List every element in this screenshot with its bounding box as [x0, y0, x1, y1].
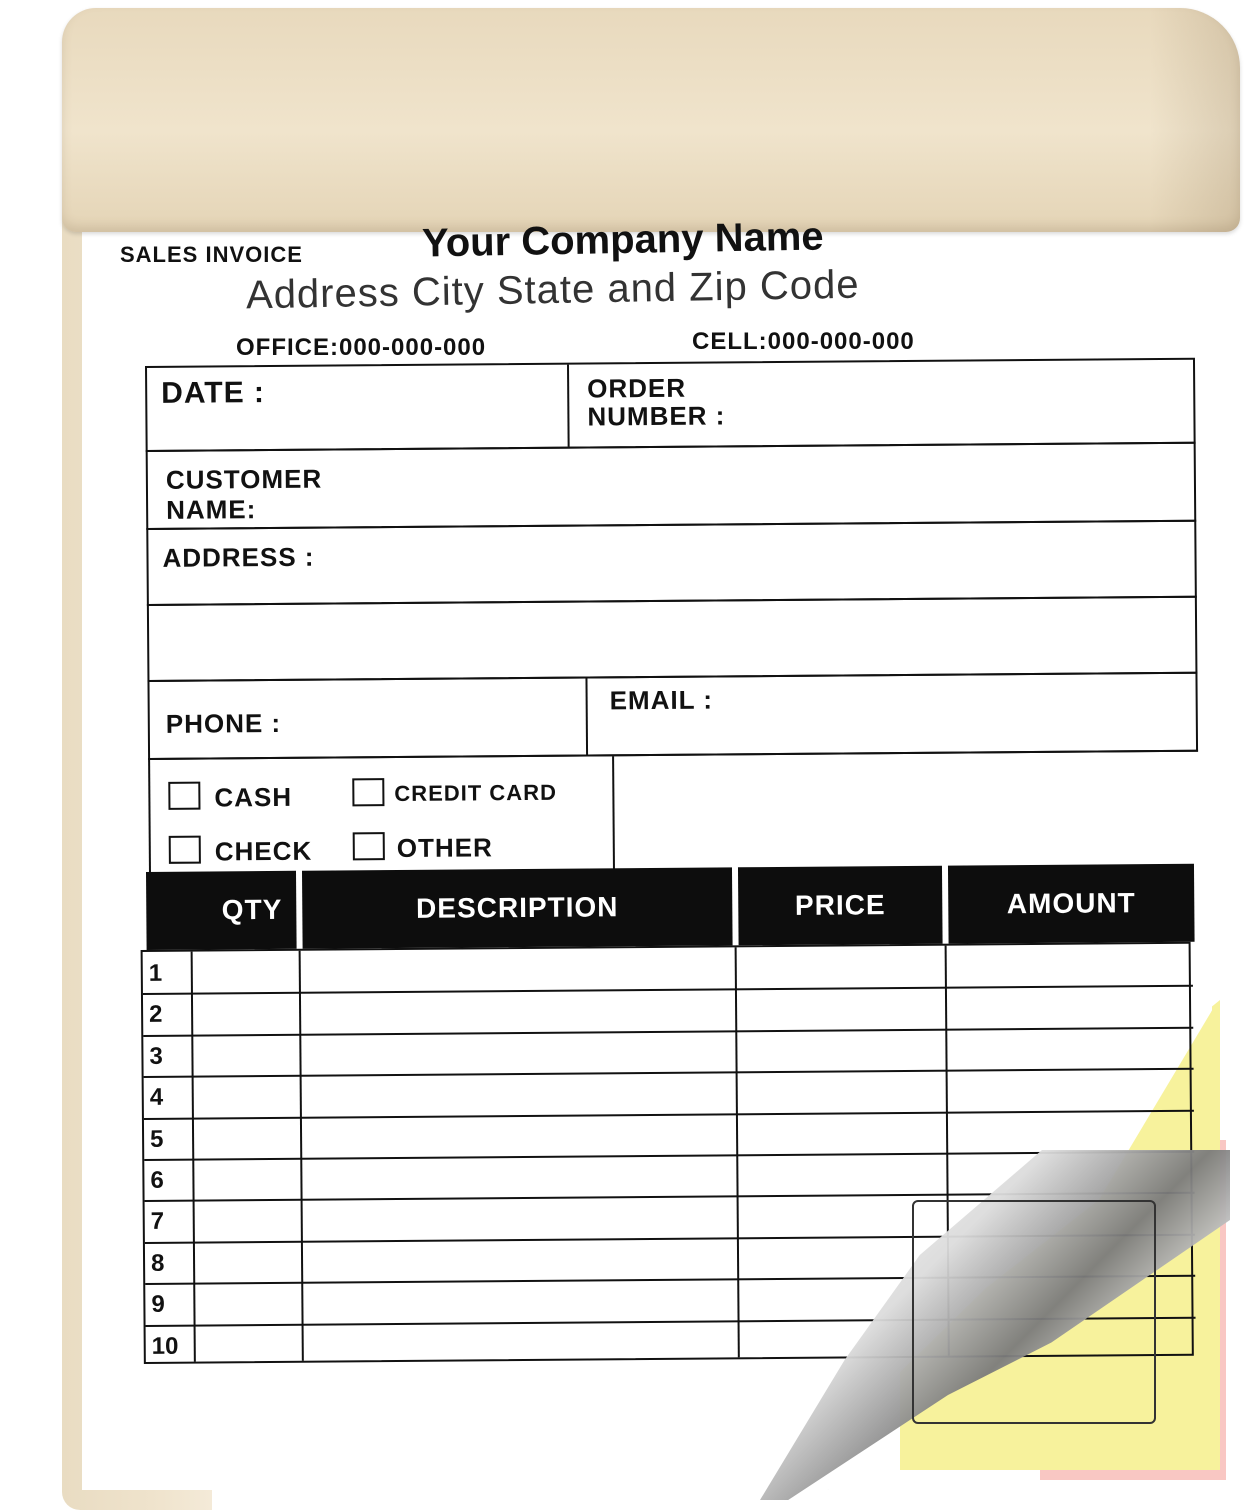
order-number-label-1: ORDER — [587, 372, 687, 404]
divider — [567, 365, 570, 447]
customer-label-1: CUSTOMER — [165, 463, 323, 495]
amount-header: AMOUNT — [948, 864, 1195, 944]
address-row — [146, 520, 1197, 606]
customer-label-2: NAME: — [166, 494, 257, 525]
col-divider — [735, 947, 740, 1357]
cell-phone: CELL:000-000-000 — [692, 328, 915, 355]
phone-label: PHONE : — [165, 707, 282, 739]
qty-header: QTY — [146, 871, 297, 950]
col-divider — [191, 952, 196, 1362]
form-type-label: SALES INVOICE — [120, 242, 303, 267]
office-phone: OFFICE:000-000-000 — [236, 334, 487, 361]
row-number: 4 — [149, 1084, 164, 1112]
row-number: 8 — [150, 1249, 165, 1277]
table-header — [140, 864, 1191, 950]
order-number-label-2: NUMBER : — [587, 400, 726, 432]
other-checkbox[interactable] — [353, 832, 385, 860]
check-label: CHECK — [214, 835, 313, 867]
copy-form-outline — [912, 1200, 1156, 1424]
credit-card-checkbox[interactable] — [352, 778, 384, 806]
row-number: 2 — [149, 1001, 163, 1029]
row-number: 3 — [149, 1042, 163, 1070]
customer-name-row — [146, 442, 1197, 530]
date-label: DATE : — [161, 376, 266, 410]
row-number: 9 — [151, 1291, 165, 1319]
row-number: 7 — [150, 1208, 165, 1236]
row-number: 10 — [151, 1332, 179, 1360]
other-label: OTHER — [396, 832, 493, 864]
company-name: Your Company Name — [421, 214, 824, 266]
row-number: 5 — [149, 1125, 164, 1153]
date-order-row — [145, 358, 1196, 452]
credit-card-label: CREDIT CARD — [394, 779, 558, 807]
col-divider — [299, 951, 304, 1361]
cash-checkbox[interactable] — [168, 782, 200, 810]
divider — [612, 756, 615, 878]
price-header: PRICE — [738, 866, 943, 946]
address-label: ADDRESS : — [162, 541, 315, 573]
divider — [585, 679, 588, 755]
email-label: EMAIL : — [609, 684, 714, 716]
phone-email-row — [147, 672, 1198, 760]
row-number: 1 — [148, 959, 163, 987]
address-row-2 — [147, 596, 1198, 682]
pad-binding — [62, 8, 1240, 232]
payment-row — [148, 750, 1199, 882]
check-checkbox[interactable] — [169, 836, 201, 864]
description-header: DESCRIPTION — [302, 867, 733, 948]
cash-label: CASH — [214, 781, 293, 813]
company-address: Address City State and Zip Code — [245, 262, 860, 318]
customer-form — [145, 358, 1199, 886]
row-number: 6 — [150, 1166, 164, 1194]
